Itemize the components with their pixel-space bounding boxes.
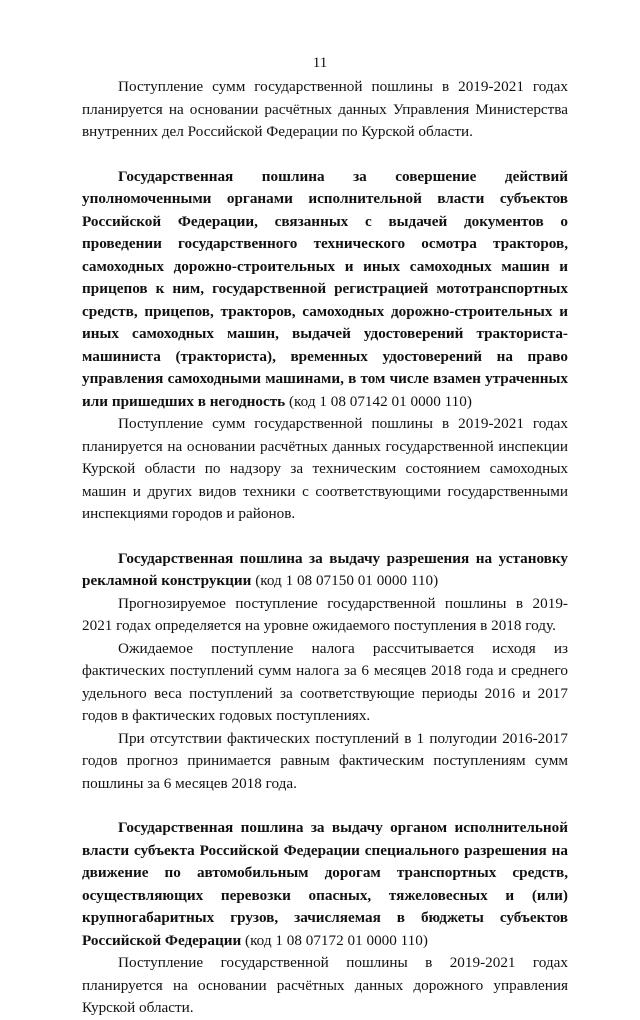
budget-code: (код 1 08 07142 01 0000 110) [285, 392, 472, 410]
heading-bold-text: Государственная пошлина за выдачу органом исполнительной власти субъекта Российской Федерации специального разрешения на движение по автомобильным дорогам транспортных средств, осуществляющих перевозки опасных, тяжеловесных и (или) крупногабаритных грузов, зачисляемая в бюджеты субъектов Российской Федерации [82, 819, 568, 949]
paragraph: Прогнозируемое поступление государственной пошлины в 2019-2021 годах определяется на уровне ожидаемого поступления в 2018 году. [82, 594, 568, 634]
paragraph: Ожидаемое поступление налога рассчитывается исходя из фактических поступлений сумм налога за 6 месяцев 2018 года и среднего удельного веса поступлений за соответствующие периоды 2016 и 2017 годов в фактических годовых поступлениях. [82, 639, 568, 724]
document-body [82, 76, 568, 1020]
budget-code: (код 1 08 07150 01 0000 110) [251, 572, 439, 589]
section-heading [82, 548, 568, 593]
page-number: 11 [312, 55, 328, 71]
paragraph: При отсутствии фактических поступлений в 1 полугодии 2016-2017 годов прогноз принимается равным фактическим поступлениям сумм пошлины за 6 месяцев 2018 года. [82, 729, 568, 792]
paragraph: Поступление сумм государственной пошлины в 2019-2021 годах планируется на основании расчётных данных Управления Министерства внутренних дел Российской Федерации по Курской области. [82, 78, 568, 140]
paragraph: Поступление сумм государственной пошлины в 2019-2021 годах планируется на основании расчётных данных государственной инспекции Курской области по надзору за техническим состоянием самоходных машин и других видов техники с соответствующими государственными инспекциями городов и районов. [82, 415, 568, 522]
budget-code: (код 1 08 07172 01 0000 110) [241, 931, 428, 949]
section-heading [82, 817, 568, 952]
section-heading [82, 166, 568, 414]
paragraph: Поступление государственной пошлины в 2019-2021 годах планируется на основании расчётных данных дорожного управления Курской области. [82, 954, 568, 1016]
heading-bold-text: Государственная пошлина за совершение действий уполномоченными органами исполнительной власти субъектов Российской Федерации, связанных с выдачей документов о проведении государственного технического осмотра тракторов, самоходных дорожно-строительных и иных самоходных машин и прицепов к ним, государственной регистрацией мототранспортных средств, прицепов, тракторов, самоходных дорожно-строительных и иных самоходных машин, выдачей удостоверений тракториста-машиниста (тракториста), временных удостоверений на право управления самоходными машинами, в том числе взамен утраченных или пришедших в негодность [82, 167, 568, 410]
heading-bold-text: Государственная пошлина за выдачу разрешения на установку рекламной конструкции [82, 549, 568, 589]
